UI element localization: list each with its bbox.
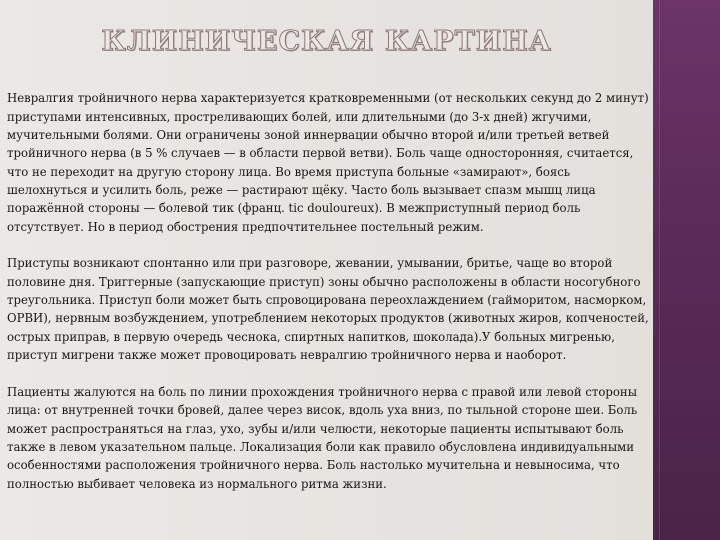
slide-body [7, 71, 652, 511]
decorative-side-band [653, 0, 720, 540]
paragraph-1: Невралгия тройничного нерва характеризуется кратковременными (от нескольких секунд до 2 минут) приступами интенсивных, простреливающих болей, или длительными (до 3-х дней) жгучими, мучительными болями. Они ограничены зоной иннервации обычно второй и/или третьей ветвей тройничного нерва (в 5 % случаев — в области первой ветви). Боль чаще односторонняя, считается, что не переходит на другую сторону лица. Во время приступа больные «замирают», боясь шелохнуться и усилить боль, реже — растирают щёку. Часто боль вызывает спазм мышц лица поражённой стороны — болевой тик (франц. tic douloureux). В межприступный период боль отсутствует. Но в период обострения предпочтительнее постельный режим. [7, 91, 649, 234]
slide-title: КЛИНИЧЕСКАЯ КАРТИНА [101, 26, 552, 57]
paragraph-3: Пациенты жалуются на боль по линии прохождения тройничного нерва с правой или левой стороны лица: от внутренней точки бровей, далее через висок, вдоль уха вниз, по тыльной стороне шеи. Боль может распространяться на глаз, ухо, зубы и/или челюсти, некоторые пациенты испытывают боль также в левом указательном пальце. Локализация боли как правило обусловлена индивидуальными особенностями расположения тройничного нерва. Боль настолько мучительна и невыносима, что полностью выбивает человека из нормального ритма жизни. [7, 384, 638, 491]
paragraph-2: Приступы возникают спонтанно или при разговоре, жевании, умывании, бритье, чаще во второй половине дня. Триггерные (запускающие приступ) зоны обычно расположены в области носогубного треугольника. Приступ боли может быть спровоцирована переохлаждением (гайморитом, насморком, ОРВИ), нервным возбуждением, употреблением некоторых продуктов (животных жиров, копченостей, острых приправ, в первую очередь чеснока, спиртных напитков, шоколада).У больных мигренью, приступ мигрени также может провоцировать невралгию тройничного нерва и наоборот. [7, 256, 649, 363]
